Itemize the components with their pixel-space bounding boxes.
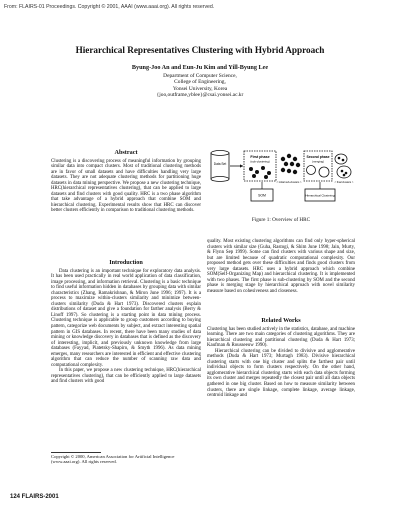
introduction-heading: Introduction — [109, 259, 143, 266]
related-works-section — [207, 318, 355, 399]
second-phase-box — [304, 151, 332, 181]
second-phase-label: Second phase — [306, 155, 330, 159]
dataset-cylinder — [211, 151, 229, 182]
affiliation-line: College of Engineering, — [174, 79, 226, 86]
abstract-section — [51, 150, 201, 214]
abstract-text: Clustering is a discovering process of meaningful information by grouping similar data into compact clusters. Most of traditional clustering methods are in favor of small datasets and have difficulties handling very large datasets. They are not adequate clustering methods for partitioning huge datasets in data mining perspective. We propose a new clustering technique, HRC(hierarchical representatives clustering), that can be applied to large datasets and find clusters with good quality. HRC is a two phase algorithm that take advantage of a hybrid approach that combine SOM and hierarchical clustering. Experimental results show that HRC can discover better clusters efficiently in comparison to traditional clustering methods. — [51, 158, 201, 214]
figure-caption: Figure 1: Overview of HRC — [251, 217, 311, 223]
first-phase-label: First phase — [250, 155, 270, 159]
affiliation — [0, 73, 400, 99]
hierarchical-label: Hierarchical Clustering — [305, 193, 335, 198]
source-line: From: FLAIRS-01 Proceedings. Copyright © 2001, AAAI (www.aaai.org). All rights reserved. — [4, 4, 215, 10]
hierarchical-box — [305, 189, 335, 201]
affiliation-line: Yonsei University, Korea — [172, 85, 228, 92]
copyright-footnote: Copyright © 2000, American Association for Artificial Intelligence (www.aaai.org). All rights reserved. — [51, 454, 175, 465]
authors: Byung-Joo An and Eun-Ju Kim and Yill-Byung Lee — [131, 64, 269, 71]
introduction-paragraph: In this paper, we propose a new clustering technique, HRC(hierarchical representatives clustering), that can be efficiently applied to large datasets and find clusters with good — [51, 368, 201, 385]
right-column-continuation — [207, 239, 355, 294]
hrc-overview-figure — [207, 145, 355, 215]
affiliation-email: {joo,outframe,yblee}@csai.yonsei.ac.kr — [156, 92, 244, 99]
som-label: SOM — [258, 193, 266, 198]
continuation-paragraph: quality. Most existing clustering algorithms can find only hyper-spherical clusters with similar size (Guha, Rastogi, & Shim June 1998; Jain, Murty, & Flynn Sep 1999). Some can find clusters with various shape and size, but are limited because of quadratic computational complexity. Our proposed method gets over these difficulties and finds good clusters from very large datasets. HRC uses a hybrid approach which combine SOM(Self-Organizing Map) and hierarchical clustering. It is implemented with two phases. The first phase is sub-clustering by SOM and the second phase is merging stage by hierarchical approach with novel similarity measure based on cohesiveness and closeness. — [207, 239, 355, 294]
first-phase-box — [244, 151, 276, 181]
final-clusters-label: < final clusters > — [334, 181, 354, 184]
related-paragraph: Clustering has been studied actively in the statistics, database, and machine learning. There are two main categories of clustering algorithms. They are hierarchical clustering and partitional clustering (Duda & Hart 1973; Kaufman & Rousseeuw 1990). — [207, 326, 355, 349]
abstract-heading: Abstract — [114, 149, 138, 156]
affiliation-line: Department of Computer Science, — [163, 73, 237, 79]
final-clusters — [335, 154, 351, 178]
introduction-paragraph: Data clustering is an important technique for exploratory data analysis. It has been used practically in real world application of data classification, image processing, and information retrieval. Clustering is a basic technique to find useful information hidden in databases by grouping data with similar characteristics (Zhang, Ramakrishnan, & Miron June 1996; 1997). It is a process to maximize within-clusters similarity and minimize between-clusters similarity (Duda & Hart 1973). Discovered clusters explain distributions of dataset and give a foundation for farther analysis (Berry & Linoff 1997). So clustering is a starting point in data mining process. Clustering technique is applicable to group customers according to buying pattern, categorize web documents by subject, and extract interesting spatial pattern in GIS databases. In recent, there have been many studies of data mining or knowledge discovery in databases that is defined as the discovery of interesting, implicit, and previously unknown knowledge from large databases (Fayyad, Piatetsky-Shapiro, & Smyth 1996). As data mining emerges, many researchers are interested in efficient and effective clustering algorithm that can reduce the number of scanning raw data and computational complexity. — [51, 268, 201, 368]
introduction-section — [51, 260, 201, 385]
footnote-rule — [51, 452, 101, 453]
paper-title: Hierarchical Representatives Clustering with Hybrid Approach — [75, 45, 325, 55]
related-works-heading: Related Works — [261, 317, 301, 324]
dataset-label: Data Set — [213, 162, 227, 166]
first-phase-sub: (sub-clustering) — [250, 159, 270, 164]
initial-clusters — [281, 154, 300, 174]
page-number: 124 FLAIRS-2001 — [10, 494, 59, 500]
second-phase-sub: (merging) — [312, 159, 324, 164]
related-paragraph: Hierarchical clustering can be divided to divisive and agglomerative methods (Duda & Hart 1973; Murtagh 1983). Divisive hierarchical clustering starts with one big cluster and splits the farthest pair until individual objects to form clusters respectively. On the other hand, agglomerative hierarchical clustering starts with each data objects forming its own cluster and merges repeatedly the closest pair until all data objects gathered in one big cluster. Based on how to measure similarity between clusters, there are single linkage, complete linkage, average linkage, centroid linkage and — [207, 348, 355, 399]
som-box — [251, 189, 273, 201]
initial-subclusters-label: < initial sub-clusters > — [276, 181, 302, 184]
arrowhead-icon — [240, 164, 243, 167]
